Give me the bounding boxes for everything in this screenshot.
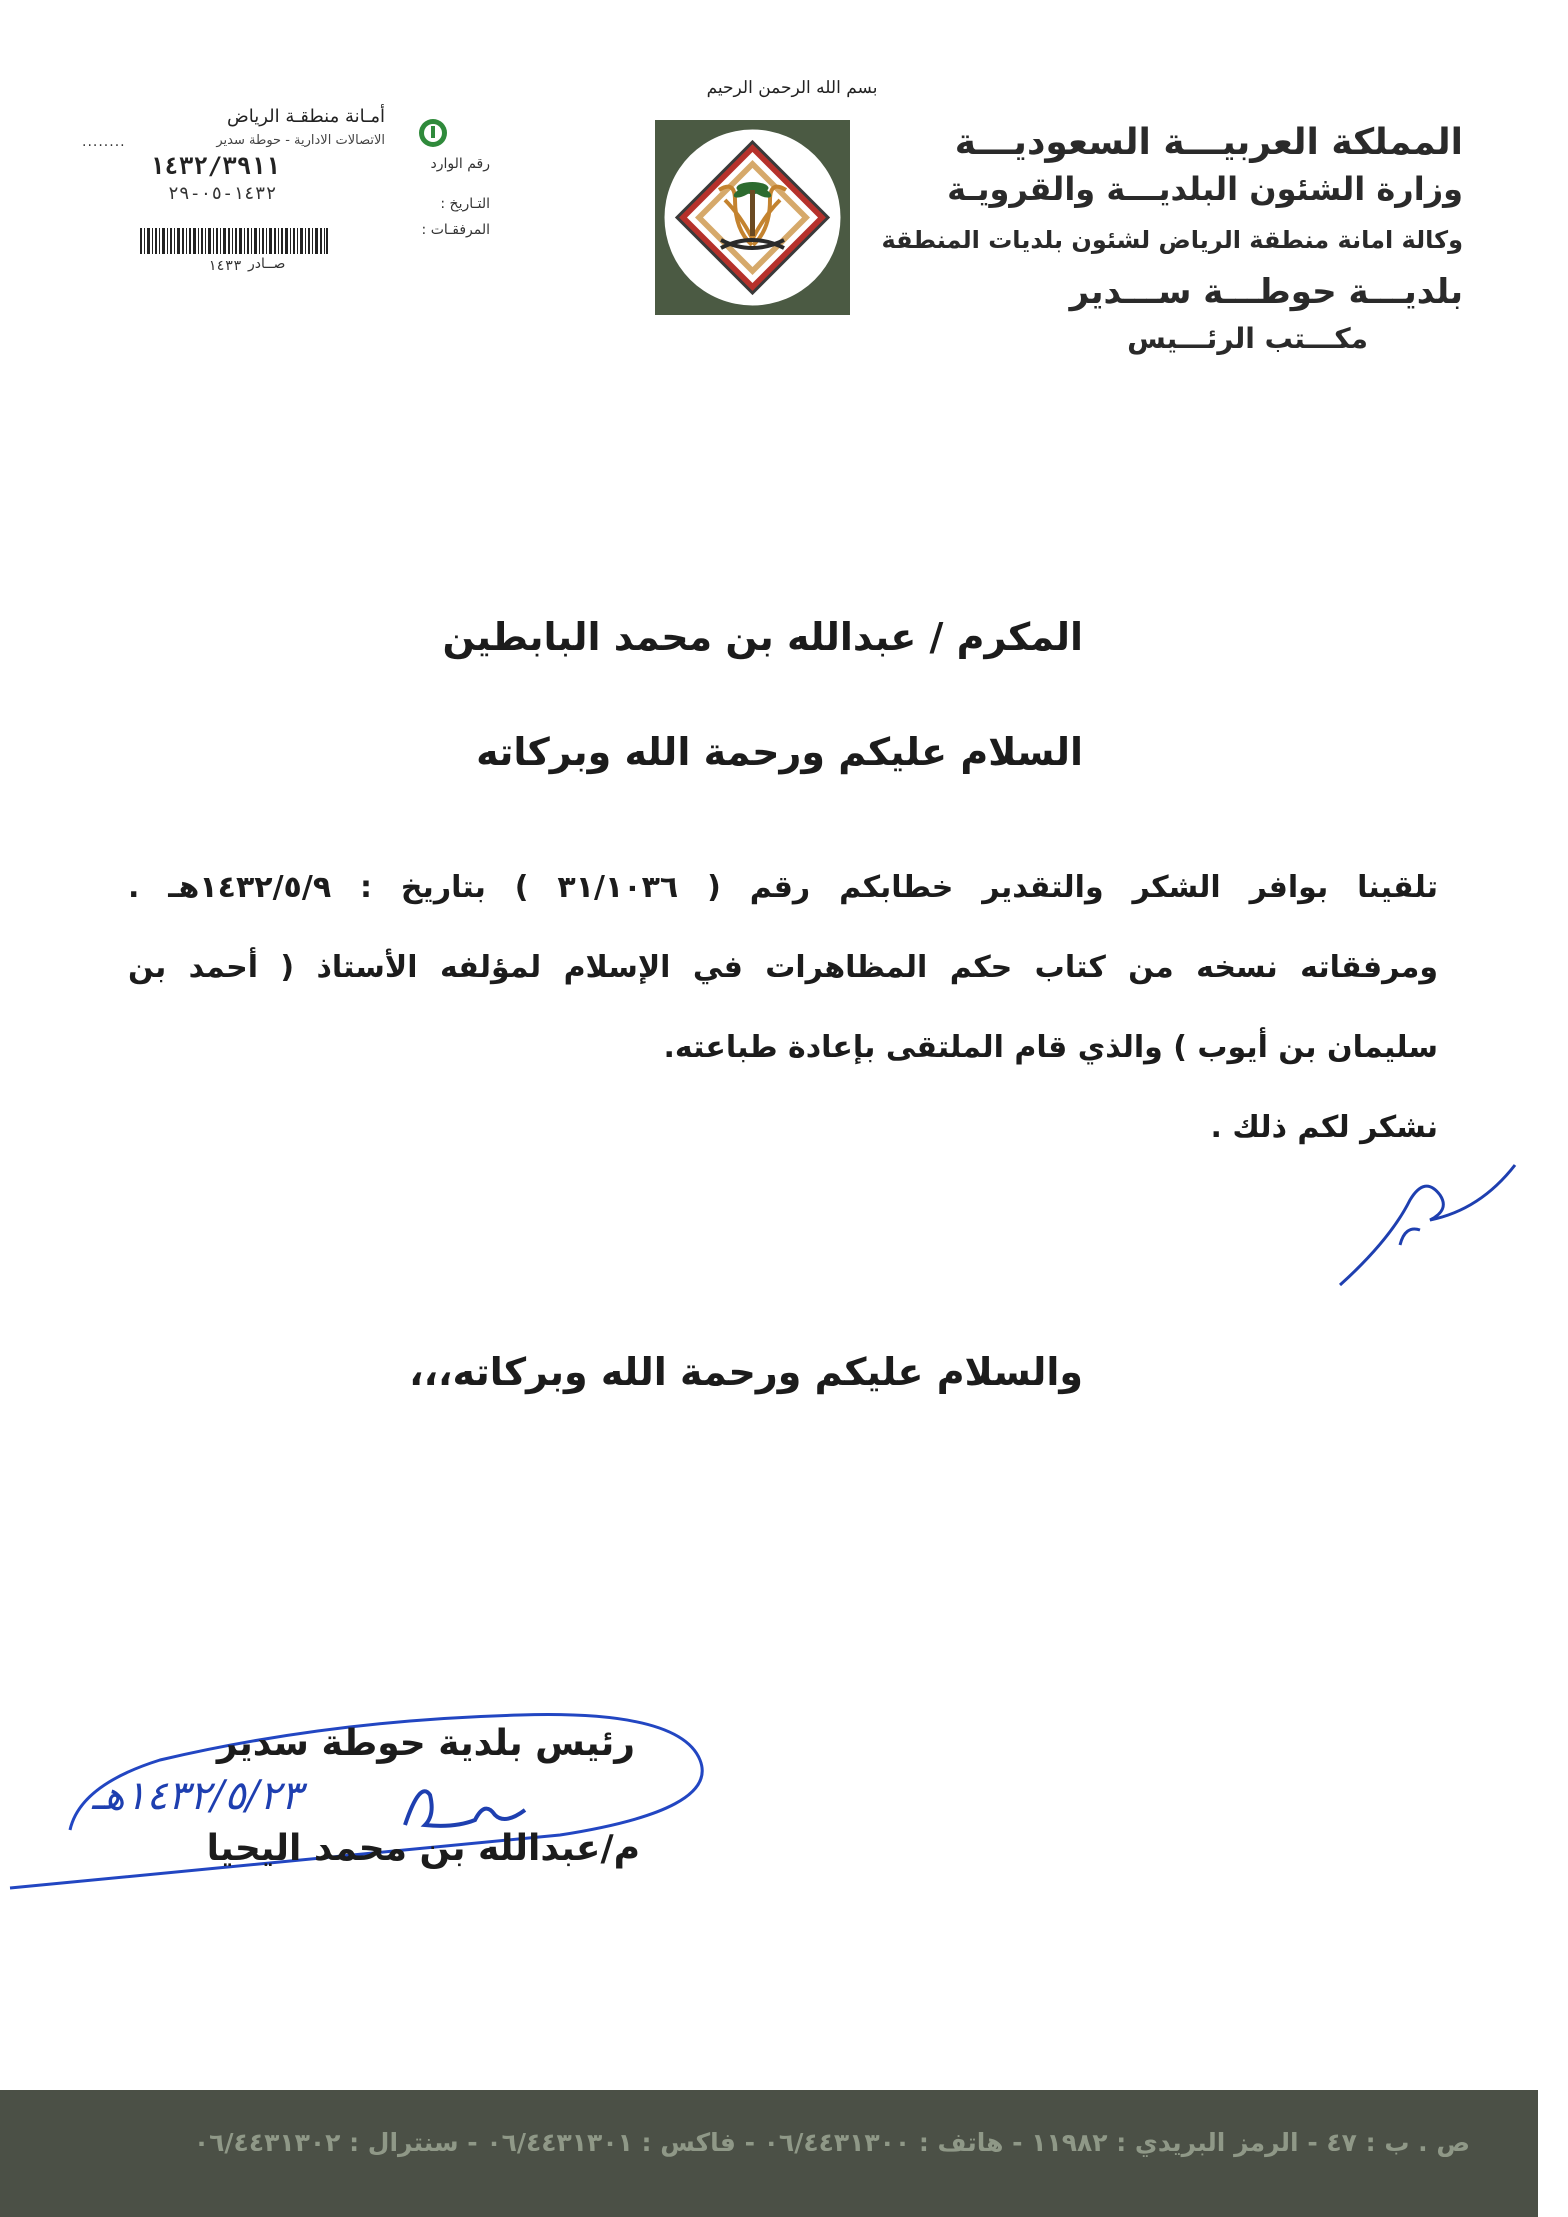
letterhead-kingdom: المملكة العربيـــة السعوديـــة — [954, 122, 1463, 163]
paragraph-line-1: تلقينا بوافر الشكر والتقدير خطابكم رقم ( ٣١/١٠٣٦ ) بتاريخ : ١٤٣٢/٥/٩هـ . — [128, 870, 1439, 905]
paragraph-line-2: ومرفقاته نسخه من كتاب حكم المظاهرات في الإسلام لمؤلفه الأستاذ ( أحمد بن — [128, 950, 1438, 985]
stamp-attachments-label: المرفقـات : — [421, 222, 490, 238]
saudi-emblem-icon — [655, 120, 850, 315]
letterhead-municipality: بلديـــة حوطـــة ســـدير — [1069, 272, 1463, 312]
stamp-date-label: التـاريخ : — [440, 196, 490, 212]
letterhead-ministry: وزارة الشئون البلديـــة والقرويـة — [947, 170, 1463, 208]
basmala: بسم الله الرحمن الرحيم — [706, 78, 878, 98]
greeting: السلام عليكم ورحمة الله وبركاته — [476, 730, 1083, 774]
stamp-number-label: رقم الوارد — [430, 156, 490, 172]
municipality-logo-icon — [418, 118, 448, 148]
recipient: المكرم / عبدالله بن محمد البابطين — [442, 615, 1083, 659]
stamp-outgoing-label: صــادر — [248, 256, 286, 272]
stamp-number: ١٤٣٢/٣٩١١ — [150, 152, 281, 180]
stamp-dots: ........ — [82, 134, 126, 150]
initials-scribble-icon — [1330, 1150, 1530, 1290]
stamp-subtitle: الاتصالات الادارية - حوطة سدير — [216, 133, 385, 148]
letterhead-office: مكـــتب الرئـــيس — [1127, 322, 1368, 355]
handwritten-date: ١٤٣٢/٥/٢٣هـ — [92, 1773, 303, 1819]
barcode-icon — [140, 228, 328, 254]
footer-contact: ص . ب : ٤٧ - الرمز البريدي : ١١٩٨٢ - هاتف : ٠٦/٤٤٣١٣٠٠ - فاكس : ٠٦/٤٤٣١٣٠١ - سنترال : ٠٦/٤٤٣١٣٠٢ — [193, 2128, 1470, 2157]
signatory-name: م/عبدالله بن محمد اليحيا — [206, 1828, 640, 1869]
stamp-date: ١٤٣٢-٠٥-٢٩ — [168, 183, 277, 204]
stamp-year: ١٤٣٣ — [208, 258, 242, 274]
stamp-title: أمـانة منطقـة الرياض — [226, 106, 385, 127]
paragraph-line-3: سليمان بن أيوب ) والذي قام الملتقى بإعادة طباعته. — [663, 1030, 1438, 1065]
signatory-title: رئيس بلدية حوطة سدير — [216, 1723, 635, 1764]
thanks-line: نشكر لكم ذلك . — [1210, 1110, 1438, 1145]
closing-greeting: والسلام عليكم ورحمة الله وبركاته،،، — [409, 1350, 1083, 1394]
letterhead-agency: وكالة امانة منطقة الرياض لشئون بلديات المنطقة — [881, 226, 1463, 254]
